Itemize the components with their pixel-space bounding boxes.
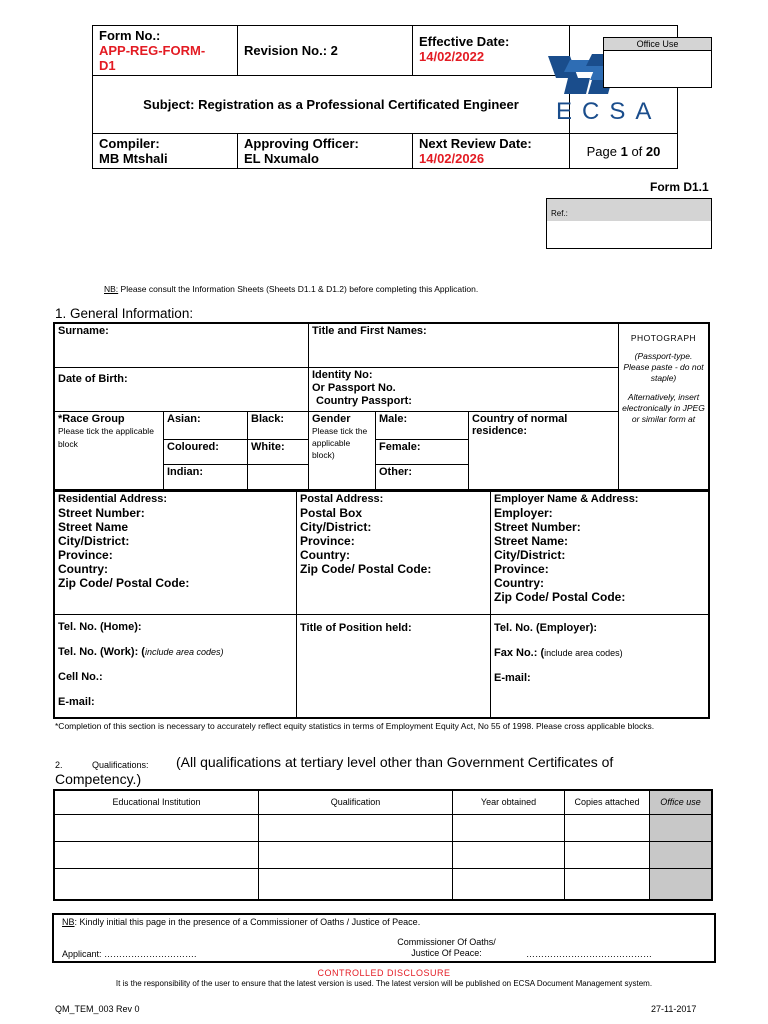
postal-province: Province: — [300, 534, 355, 548]
white-label: White: — [251, 440, 285, 453]
form-no-value-2: D1 — [99, 58, 116, 73]
revision-label: Revision No.: 2 — [244, 43, 338, 58]
responsibility-note: It is the responsibility of the user to ensure that the latest version is used. The latest version will be published on ECSA Document Management system. — [115, 979, 653, 988]
qualifications-table — [53, 789, 713, 901]
col-copies: Copies attached — [565, 790, 650, 814]
dob-cell — [54, 367, 309, 411]
general-info-table-top — [53, 322, 710, 492]
position-label: Title of Position held: — [300, 621, 412, 634]
qual-office-cell — [650, 841, 713, 868]
col-office-use: Office use — [650, 790, 713, 814]
nb-label: NB: — [104, 284, 119, 294]
form-no-cell — [93, 26, 238, 76]
compiler-label: Compiler: — [99, 136, 160, 151]
section2-desc: (All qualifications at tertiary level other than Government Certificates of Competency.) — [55, 754, 614, 787]
res-province: Province: — [58, 548, 113, 562]
fax-label: Fax No.: ( — [494, 646, 545, 659]
white-cell[interactable] — [248, 440, 309, 465]
title-names-label: Title and First Names: — [312, 325, 427, 337]
asian-cell[interactable] — [164, 411, 248, 439]
gender-cell — [309, 411, 376, 491]
commissioner-signature-line: …………………………………… — [526, 949, 652, 959]
approving-value: EL Nxumalo — [244, 151, 319, 166]
commissioner-nb-label: NB — [62, 917, 75, 927]
office-use-label: Office Use — [604, 38, 711, 51]
effective-date-label: Effective Date: — [419, 34, 510, 49]
race-blank-cell — [248, 465, 309, 490]
effective-date-value: 14/02/2022 — [419, 49, 485, 64]
page-number-cell — [570, 134, 678, 169]
postal-zip: Zip Code/ Postal Code: — [300, 562, 432, 576]
emp-province: Province: — [494, 562, 549, 576]
commissioner-note — [62, 917, 420, 927]
id-label: Identity No: — [312, 368, 373, 381]
gender-note: Please tick the applicable block) — [312, 425, 368, 460]
review-cell — [413, 134, 570, 169]
res-zip: Zip Code/ Postal Code: — [58, 576, 190, 590]
page-prefix: Page — [586, 143, 621, 159]
coloured-label: Coloured: — [167, 440, 219, 453]
qual-header-row — [54, 790, 712, 814]
email-label: E-mail: — [58, 695, 95, 708]
emp-zip: Zip Code/ Postal Code: — [494, 590, 626, 604]
revision-cell — [238, 26, 413, 76]
col-year: Year obtained — [453, 790, 565, 814]
section2-label: Qualifications: — [92, 760, 149, 770]
employer-contact-cell — [491, 614, 710, 718]
country-passport-label: Country Passport: — [316, 394, 412, 407]
personal-contact-cell — [54, 614, 297, 718]
form-no-label: Form No.: — [99, 28, 161, 43]
controlled-disclosure: CONTROLLED DISCLOSURE — [317, 968, 451, 978]
applicant-signature: Applicant: …………………………. — [62, 949, 197, 959]
qual-cell[interactable] — [54, 814, 259, 841]
photograph-label: PHOTOGRAPH — [630, 333, 697, 343]
ref-label: Ref.: — [547, 199, 711, 221]
commissioner-label: Commissioner Of Oaths/ Justice Of Peace: — [397, 937, 496, 958]
res-city: City/District: — [58, 534, 130, 548]
employer-name: Employer: — [494, 506, 553, 520]
postal-country: Country: — [300, 548, 350, 562]
nb-text: Please consult the Information Sheets (Sheets D1.1 & D1.2) before completing this Application. — [118, 284, 479, 294]
qual-row — [54, 868, 712, 900]
residential-address-cell — [54, 490, 297, 614]
qual-office-cell — [650, 868, 713, 900]
qual-cell[interactable] — [565, 868, 650, 900]
postal-city: City/District: — [300, 520, 372, 534]
race-label: *Race Group — [58, 412, 125, 425]
equity-footnote: *Completion of this section is necessary to accurately reflect equity statistics in terms of Employment Equity Act, No 55 of 1998. Please cross applicable blocks. — [55, 721, 655, 731]
race-note: Please tick the applicable block — [58, 425, 154, 449]
black-cell[interactable] — [248, 411, 309, 439]
page-of: of — [627, 143, 646, 159]
review-value: 14/02/2026 — [419, 151, 485, 166]
black-label: Black: — [251, 412, 285, 425]
residential-address-label: Residential Address: — [58, 493, 168, 505]
col-institution: Educational Institution — [54, 790, 259, 814]
qual-cell[interactable] — [565, 841, 650, 868]
page-total: 20 — [645, 143, 661, 159]
country-residence-label: Country of normal residence: — [472, 412, 568, 437]
gender-options — [376, 439, 469, 491]
employer-address-label: Employer Name & Address: — [494, 493, 639, 505]
other-cell[interactable] — [376, 465, 468, 490]
approving-label: Approving Officer: — [244, 136, 359, 151]
tel-home-label: Tel. No. (Home): — [58, 620, 142, 633]
ecsa-logo-text: ECSA — [556, 98, 662, 125]
compiler-cell — [93, 134, 238, 169]
postal-address-cell — [297, 490, 491, 614]
tel-work-label: Tel. No. (Work): ( — [58, 645, 145, 658]
race-options — [164, 439, 309, 491]
race-options-table — [164, 440, 308, 491]
id-cell — [309, 367, 619, 411]
gender-label: Gender — [312, 412, 351, 425]
template-date: 27-11-2017 — [651, 1004, 697, 1014]
indian-label: Indian: — [167, 466, 204, 479]
indian-cell[interactable] — [164, 465, 248, 490]
emp-city: City/District: — [494, 548, 566, 562]
emp-street-name: Street Name: — [494, 534, 569, 548]
form-no-value-1: APP-REG-FORM- — [99, 43, 206, 58]
position-cell — [297, 614, 491, 718]
dob-label: Date of Birth: — [58, 372, 128, 385]
res-country: Country: — [58, 562, 108, 576]
title-names-cell — [309, 323, 619, 367]
emp-street-number: Street Number: — [494, 520, 581, 534]
qual-cell[interactable] — [565, 814, 650, 841]
compiler-value: MB Mtshali — [99, 151, 168, 166]
asian-label: Asian: — [167, 412, 201, 425]
office-use-box — [603, 37, 712, 88]
postal-box: Postal Box — [300, 506, 363, 520]
tel-work-area-note: include area codes) — [144, 646, 224, 657]
fax-area-note: include area codes) — [544, 647, 623, 658]
res-street-number: Street Number: — [58, 506, 145, 520]
commissioner-nb-text: : Kindly initial this page in the presence of a Commissioner of Oaths / Justice of Peace. — [74, 917, 421, 927]
photograph-note-2: Alternatively, insert electronically in JPEG or similar form at — [622, 392, 705, 424]
coloured-cell[interactable] — [164, 440, 248, 465]
form-id: Form D1.1 — [650, 180, 709, 194]
passport-label: Or Passport No. — [312, 381, 396, 394]
qual-cell[interactable] — [54, 841, 259, 868]
qual-cell[interactable] — [259, 868, 453, 900]
review-label: Next Review Date: — [419, 136, 532, 151]
page-num: 1 — [620, 143, 628, 159]
other-label: Other: — [379, 466, 412, 479]
commissioner-box — [52, 913, 716, 963]
photograph-note-1: (Passport-type. Please paste - do not staple) — [623, 351, 704, 383]
section2-num: 2. — [55, 760, 63, 770]
qual-cell[interactable] — [453, 841, 565, 868]
qual-office-cell — [650, 814, 713, 841]
female-cell[interactable] — [376, 440, 468, 465]
employer-address-cell — [491, 490, 710, 614]
qual-row — [54, 841, 712, 868]
subject-text: Subject: Registration as a Professional Certificated Engineer — [143, 97, 519, 112]
surname-cell — [54, 323, 309, 367]
address-contact-table — [53, 489, 710, 719]
ref-box — [546, 198, 712, 249]
qual-cell[interactable] — [259, 841, 453, 868]
employer-email-label: E-mail: — [494, 671, 531, 684]
postal-address-label: Postal Address: — [300, 493, 384, 505]
surname-label: Surname: — [58, 325, 109, 337]
qual-cell[interactable] — [453, 868, 565, 900]
male-label: Male: — [379, 412, 408, 425]
qual-cell[interactable] — [259, 814, 453, 841]
race-cell — [54, 411, 164, 491]
res-street-name: Street Name — [58, 520, 129, 534]
col-qualification: Qualification — [259, 790, 453, 814]
nb-notice — [104, 284, 478, 294]
template-id: QM_TEM_003 Rev 0 — [55, 1004, 140, 1014]
emp-country: Country: — [494, 576, 544, 590]
qual-cell[interactable] — [54, 868, 259, 900]
qual-cell[interactable] — [453, 814, 565, 841]
section1-title: 1. General Information: — [55, 306, 194, 321]
gender-options-table — [376, 440, 468, 491]
female-label: Female: — [379, 440, 421, 453]
cell-label: Cell No.: — [58, 670, 103, 683]
tel-employer-label: Tel. No. (Employer): — [494, 621, 598, 634]
approving-cell — [238, 134, 413, 169]
photograph-cell — [619, 323, 710, 491]
qual-row — [54, 814, 712, 841]
country-residence-cell — [469, 411, 619, 491]
subject-cell — [93, 76, 570, 134]
male-cell[interactable] — [376, 411, 469, 439]
